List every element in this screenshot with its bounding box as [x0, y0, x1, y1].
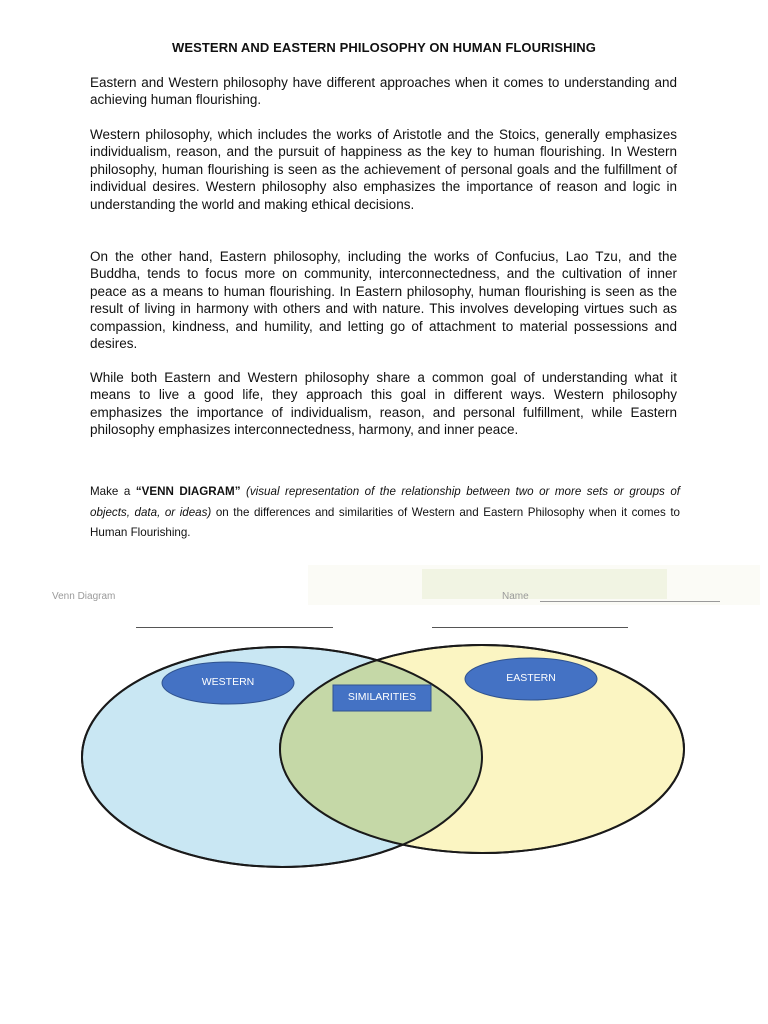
name-box-shade: [422, 569, 667, 599]
similarities-label: SIMILARITIES: [347, 691, 417, 703]
blank-line-right: [432, 627, 628, 628]
name-line: [540, 601, 720, 602]
blank-line-left: [136, 627, 333, 628]
venn-header-name: Name: [502, 591, 529, 602]
paragraph-eastern: On the other hand, Eastern philosophy, including the works of Confucius, Lao Tzu, and the Buddha, tends to focus more on community, interconnectedness, and the cultivation of inner peace as a means to human flourishing. In Eastern philosophy, human flourishing is seen as the result of living in harmony with others and with nature. This involves developing virtues such as compassion, kindness, and humility, and letting go of attachment to material possessions and desires.: [90, 249, 677, 352]
western-label: WESTERN: [201, 676, 255, 688]
page-title: WESTERN AND EASTERN PHILOSOPHY ON HUMAN FLOURISHING: [171, 40, 596, 55]
paragraph-intro: Eastern and Western philosophy have different approaches when it comes to understanding and achieving human flourishing.: [90, 75, 677, 108]
instruction-text: [90, 482, 680, 544]
instruction-italic: (visual representation of the relationship between two or more sets or groups of objects, data, or ideas): [90, 485, 680, 519]
paragraph-comparison: While both Eastern and Western philosophy share a common goal of understanding what it means to live a good life, they approach this goal in different ways. Western philosophy emphasizes the importance of individualism, reason, and personal fulfillment, while Eastern philosophy emphasizes interconnectedness, harmony, and inner peace.: [90, 370, 677, 438]
paragraph-western: Western philosophy, which includes the works of Aristotle and the Stoics, generally emphasizes individualism, reason, and the pursuit of happiness as the key to human flourishing. In Western philosophy, human flourishing is seen as the achievement of personal goals and the fulfillment of individual desires. Western philosophy also emphasizes the importance of reason and logic in understanding the world and making ethical decisions.: [90, 127, 677, 212]
instruction-suffix: on the differences and similarities of Western and Eastern Philosophy when it comes to Human Flourishing.: [90, 505, 680, 539]
instruction-prefix: Make a: [90, 485, 136, 498]
venn-svg: [12, 557, 762, 912]
eastern-label: EASTERN: [506, 672, 556, 684]
venn-header-title: Venn Diagram: [52, 591, 116, 602]
venn-diagram: [12, 557, 762, 912]
instruction-emphasis: “VENN DIAGRAM”: [135, 485, 241, 498]
